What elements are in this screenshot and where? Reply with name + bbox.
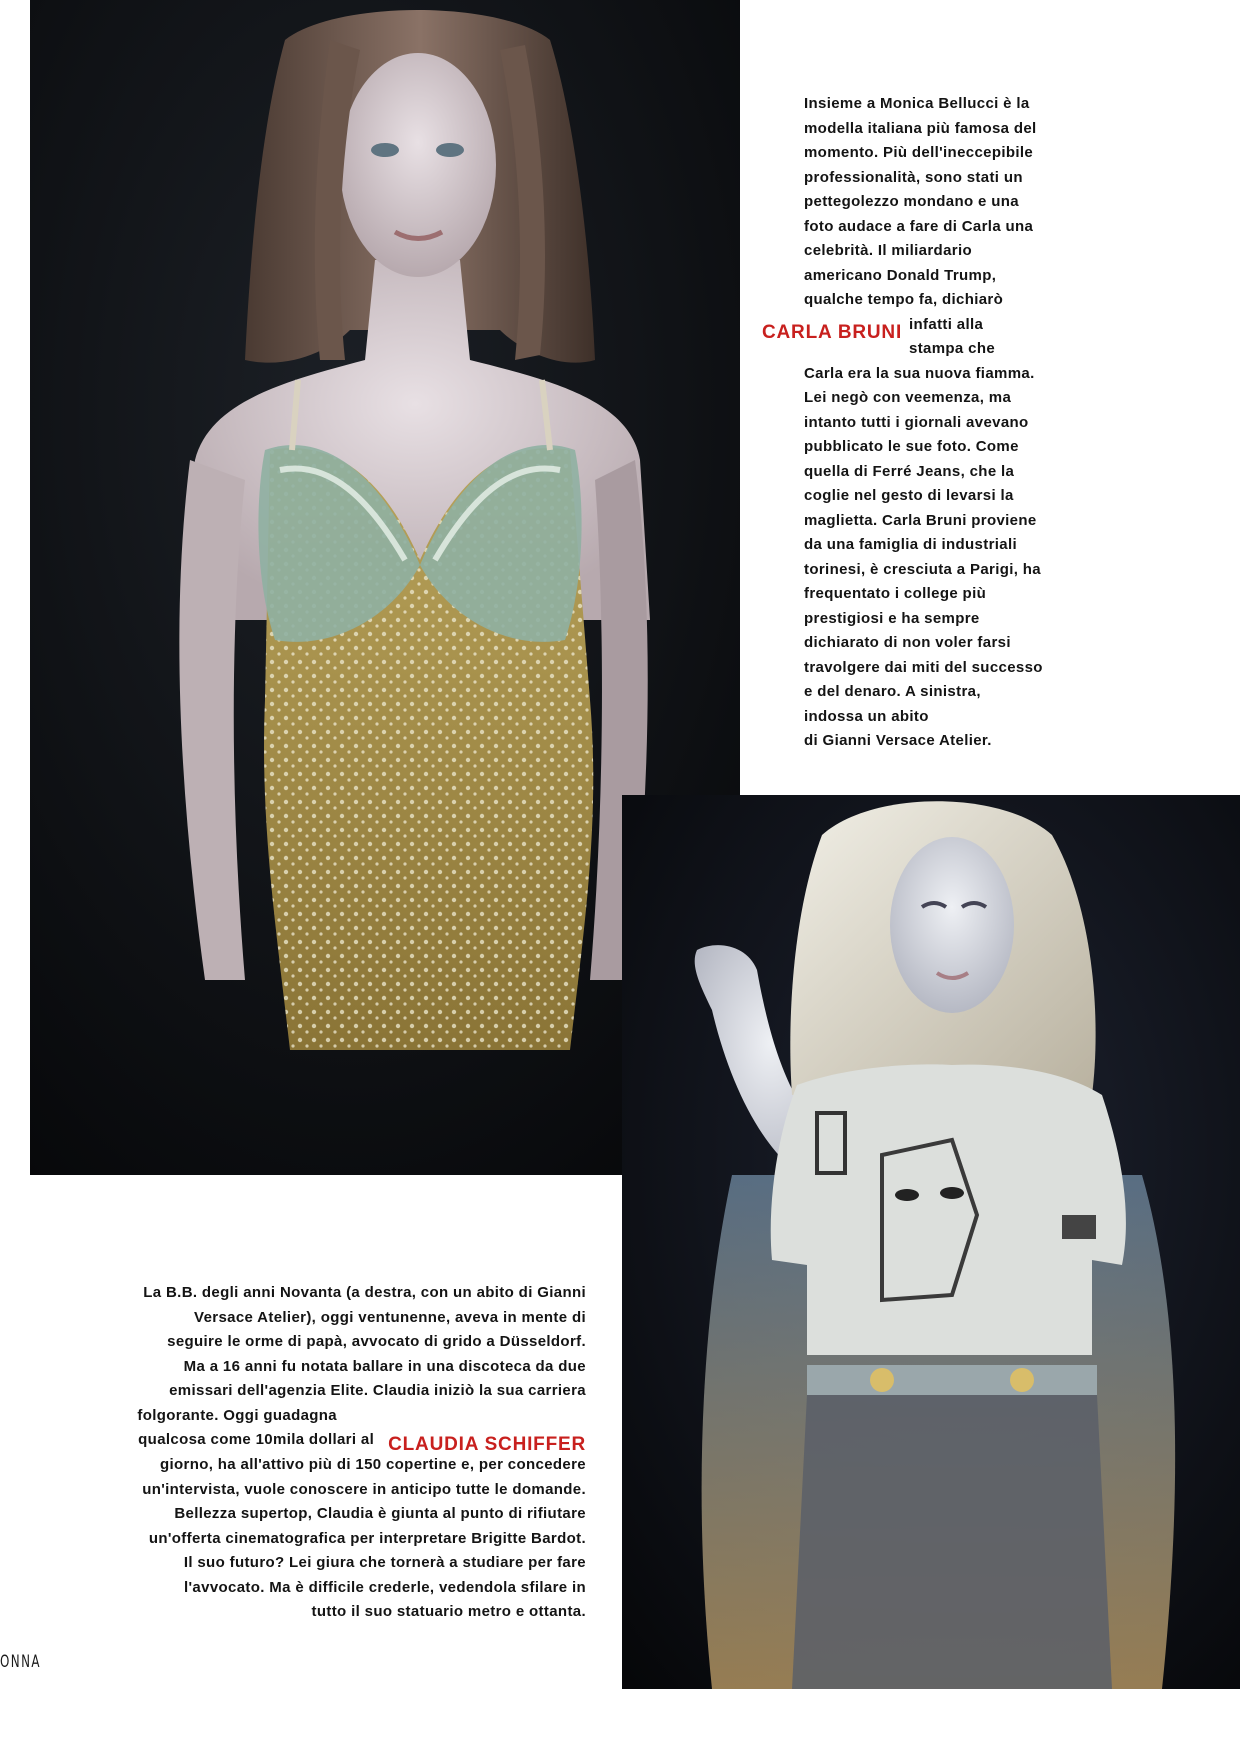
text-line: momento. Più dell'ineccepibile xyxy=(804,144,1034,161)
text-line: l'avvocato. Ma è difficile crederle, vedendola sfilare in xyxy=(184,1578,586,1596)
claudia-schiffer-text xyxy=(30,1281,586,1625)
text-line: dichiarato di non voler farsi xyxy=(804,634,1011,651)
text-line: celebrità. Il miliardario xyxy=(804,242,972,259)
text-line: qualcosa come 10mila dollari al xyxy=(138,1431,375,1448)
claudia-schiffer-heading: CLAUDIA SCHIFFER xyxy=(388,1434,586,1455)
text-line: e del denaro. A sinistra, xyxy=(804,683,981,700)
text-line: torinesi, è cresciuta a Parigi, ha xyxy=(804,560,1041,578)
text-line: infatti alla xyxy=(909,315,984,333)
text-line: un'intervista, vuole conoscere in anticipo tutte le domande. xyxy=(142,1480,586,1498)
carla-bruni-text xyxy=(804,92,1104,754)
text-line: prestigiosi e ha sempre xyxy=(804,609,980,627)
text-line: seguire le orme di papà, avvocato di grido a Düsseldorf. xyxy=(167,1333,586,1350)
text-line-with-heading xyxy=(30,1428,586,1453)
text-line: stampa che xyxy=(909,340,996,357)
text-line: americano Donald Trump, xyxy=(804,266,997,284)
text-line: un'offerta cinematografica per interpretare Brigitte Bardot. xyxy=(148,1529,586,1547)
text-line: Insieme a Monica Bellucci è la xyxy=(804,95,1030,112)
claudia-schiffer-photo xyxy=(622,795,1240,1689)
text-line: intanto tutti i giornali avevano xyxy=(804,413,1029,431)
text-line: foto audace a fare di Carla una xyxy=(804,217,1034,235)
carla-bruni-heading: CARLA BRUNI xyxy=(762,322,903,343)
text-line: modella italiana più famosa del xyxy=(804,119,1037,137)
text-line: Ma a 16 anni fu notata ballare in una discoteca da due xyxy=(183,1357,586,1375)
text-line: emissari dell'agenzia Elite. Claudia iniziò la sua carriera xyxy=(169,1382,586,1399)
text-line: tutto il suo statuario metro e ottanta. xyxy=(311,1603,586,1620)
text-line: indossa un abito xyxy=(804,707,929,725)
text-line: Carla era la sua nuova fiamma. xyxy=(804,364,1035,382)
text-line: di Gianni Versace Atelier. xyxy=(804,732,992,749)
text-line: pubblicato le sue foto. Come xyxy=(804,438,1019,455)
text-line: giorno, ha all'attivo più di 150 copertine e, per concedere xyxy=(160,1456,586,1473)
text-line: coglie nel gesto di levarsi la xyxy=(804,487,1014,504)
text-line: travolgere dai miti del successo xyxy=(804,658,1043,676)
text-line: professionalità, sono stati un xyxy=(804,168,1023,186)
text-line: maglietta. Carla Bruni proviene xyxy=(804,511,1037,529)
text-line: folgorante. Oggi guadagna xyxy=(137,1406,337,1424)
text-line: La B.B. degli anni Novanta (a destra, con un abito di Gianni xyxy=(143,1284,586,1301)
text-line: quella di Ferré Jeans, che la xyxy=(804,462,1015,480)
text-line: Lei negò con veemenza, ma xyxy=(804,389,1012,406)
page-folio: ONNA xyxy=(0,1652,41,1672)
text-line: da una famiglia di industriali xyxy=(804,536,1018,553)
text-line: pettegolezzo mondano e una xyxy=(804,193,1019,210)
text-line: Versace Atelier), oggi ventunenne, aveva in mente di xyxy=(194,1308,586,1326)
text-line: frequentato i college più xyxy=(804,585,987,602)
text-line: Bellezza supertop, Claudia è giunta al punto di rifiutare xyxy=(174,1505,586,1522)
text-line: Il suo futuro? Lei giura che tornerà a studiare per fare xyxy=(183,1554,586,1571)
text-line: qualche tempo fa, dichiarò xyxy=(804,291,1004,308)
